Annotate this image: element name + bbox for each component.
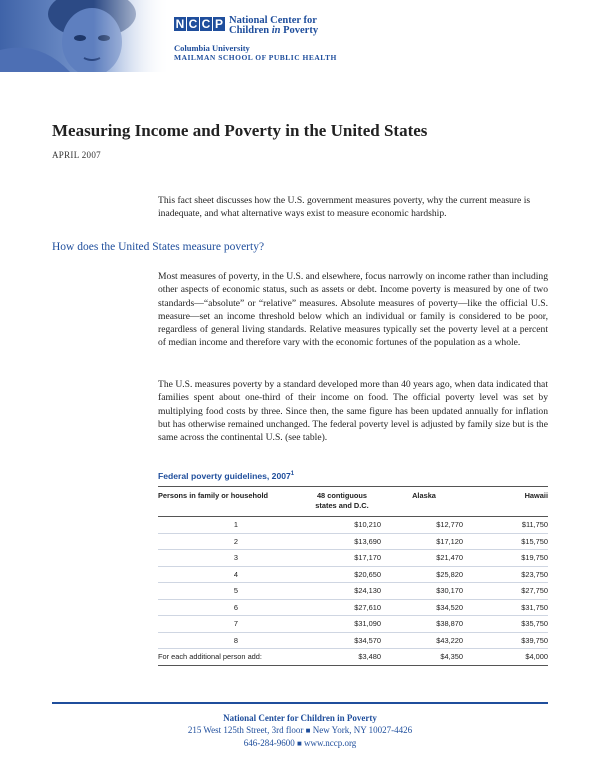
- body-paragraph-1: Most measures of poverty, in the U.S. and elsewhere, focus narrowly on income rather than including other aspects of economic status, such as assets or debt. Income poverty is measured by one of two standards—“absolute” or “relative” measures. Absolute measures of poverty—like the official U.S. measure—set an income threshold below which an individual or family is considered to be poor, regardless of general living standards. Relative measures typically set the poverty level at a percent of median income and therefore vary with the economic fortunes of the population as a whole.: [158, 271, 548, 349]
- footer-phone: 646-284-9600: [243, 738, 295, 748]
- body-paragraph-2: The U.S. measures poverty by a standard developed more than 40 years ago, when data indicated that families spent about one-third of their income on food. The official poverty level was set by multiplying food costs by three. Since then, the same figure has been updated annually for inflation but has otherwise remained unchanged. The federal poverty level is adjusted by family size but is the same across the continental U.S. (see table).: [158, 379, 548, 444]
- table-row: [158, 566, 548, 583]
- cell-alaska: $4,350: [383, 649, 465, 666]
- cell-hawaii: $27,750: [465, 583, 548, 600]
- header-photo: [0, 0, 170, 72]
- cell-contiguous: $31,090: [301, 616, 383, 633]
- cell-persons: 1: [158, 517, 301, 534]
- table-row: [158, 616, 548, 633]
- footer-org-name: National Center for Children in Poverty: [223, 713, 377, 723]
- table-footnote-marker: 1: [290, 471, 295, 478]
- logo-letter: P: [214, 17, 223, 31]
- child-photo-image: [0, 0, 170, 72]
- cell-hawaii: $4,000: [465, 649, 548, 666]
- cell-alaska: $21,470: [383, 550, 465, 567]
- org-name-line1: National Center for: [229, 15, 317, 26]
- university-name: Columbia University: [174, 43, 250, 53]
- school-name: MAILMAN SCHOOL OF PUBLIC HEALTH: [174, 53, 337, 62]
- footer-web-link[interactable]: www.nccp.org: [304, 738, 357, 748]
- table-row: [158, 517, 548, 534]
- footer-rule: [52, 702, 548, 704]
- nccp-letter-boxes: [174, 17, 225, 31]
- cell-contiguous: $10,210: [301, 517, 383, 534]
- cell-hawaii: $19,750: [465, 550, 548, 567]
- section-heading: How does the United States measure poverty?: [52, 241, 265, 253]
- cell-alaska: $30,170: [383, 583, 465, 600]
- table-row: [158, 599, 548, 616]
- cell-alaska: $12,770: [383, 517, 465, 534]
- cell-alaska: $17,120: [383, 533, 465, 550]
- logo-letter: N: [175, 17, 185, 31]
- cell-contiguous: $27,610: [301, 599, 383, 616]
- table-row: [158, 583, 548, 600]
- document-date: APRIL 2007: [52, 150, 101, 160]
- cell-contiguous: $3,480: [301, 649, 383, 666]
- cell-contiguous: $34,570: [301, 632, 383, 649]
- table-header-row: [158, 487, 548, 517]
- document-title: Measuring Income and Poverty in the United States: [52, 121, 428, 140]
- table-row: [158, 550, 548, 567]
- cell-contiguous: $17,170: [301, 550, 383, 567]
- cell-persons: 7: [158, 616, 301, 633]
- logo-letter: C: [188, 17, 198, 31]
- cell-hawaii: $23,750: [465, 566, 548, 583]
- org-name: [229, 16, 318, 36]
- cell-additional-label: For each additional person add:: [158, 649, 301, 666]
- table-row: [158, 533, 548, 550]
- cell-persons: 4: [158, 566, 301, 583]
- footer: [52, 712, 548, 750]
- cell-hawaii: $15,750: [465, 533, 548, 550]
- logo-letter: C: [201, 17, 211, 31]
- header-hawaii: Hawaii: [465, 487, 548, 517]
- table-row: [158, 632, 548, 649]
- header-contiguous: 48 contiguous states and D.C.: [301, 487, 383, 517]
- footer-contact: 646-284-9600 ■ www.nccp.org: [243, 738, 357, 748]
- poverty-guidelines-table: [158, 486, 548, 666]
- cell-persons: 2: [158, 533, 301, 550]
- cell-persons: 6: [158, 599, 301, 616]
- intro-paragraph: This fact sheet discusses how the U.S. government measures poverty, why the current measure is inadequate, and what alternative ways exist to measure economic hardship.: [158, 195, 531, 219]
- cell-contiguous: $24,130: [301, 583, 383, 600]
- cell-persons: 8: [158, 632, 301, 649]
- cell-persons: 5: [158, 583, 301, 600]
- cell-hawaii: $39,750: [465, 632, 548, 649]
- footer-address: 215 West 125th Street, 3rd floor ■ New York, NY 10027-4426: [187, 725, 413, 735]
- cell-alaska: $38,870: [383, 616, 465, 633]
- cell-alaska: $43,220: [383, 632, 465, 649]
- table-footer-row: [158, 649, 548, 666]
- cell-hawaii: $31,750: [465, 599, 548, 616]
- table-title: Federal poverty guidelines, 2007$^1$: [158, 471, 295, 481]
- cell-hawaii: $35,750: [465, 616, 548, 633]
- cell-contiguous: $13,690: [301, 533, 383, 550]
- cell-persons: 3: [158, 550, 301, 567]
- org-name-line2: Children in Poverty: [229, 25, 319, 36]
- cell-alaska: $34,520: [383, 599, 465, 616]
- header-persons: Persons in family or household: [158, 487, 301, 517]
- cell-hawaii: $11,750: [465, 517, 548, 534]
- cell-contiguous: $20,650: [301, 566, 383, 583]
- cell-alaska: $25,820: [383, 566, 465, 583]
- header-alaska: Alaska: [383, 487, 465, 517]
